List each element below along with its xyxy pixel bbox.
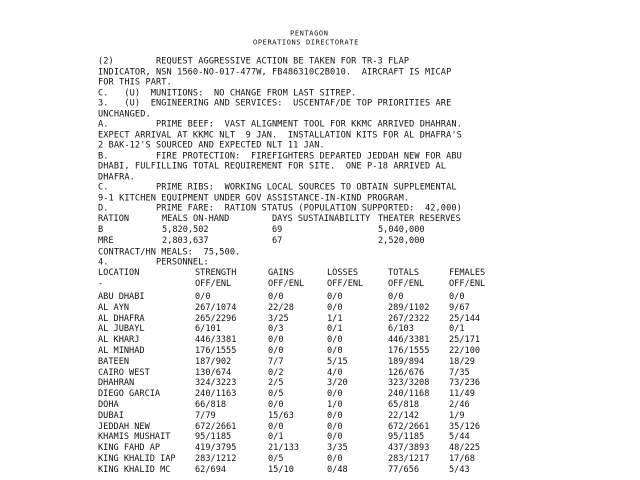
- personnel-row-cell: AL MINHAD: [98, 346, 145, 356]
- personnel-row-cell: 48/225: [449, 443, 481, 454]
- personnel-row-cell: 0/0: [268, 346, 284, 356]
- ration-row: [0, 225, 640, 235]
- personnel-row-cell: 437/3893: [388, 443, 430, 454]
- personnel-row-cell: 189/894: [388, 356, 425, 367]
- personnel-subheader-row-cell: OFF/ENL: [195, 279, 232, 289]
- personnel-header-row-cell: LOSSES: [327, 268, 359, 278]
- ration-row-cell: 67: [272, 235, 283, 246]
- body-line: C. PRIME RIBS: WORKING LOCAL SOURCES TO OBTAIN SUPPLEMENTAL: [98, 182, 457, 193]
- personnel-row-cell: 22/100: [449, 346, 481, 356]
- personnel-row-cell: 0/1: [449, 324, 465, 335]
- personnel-title: 4. PERSONNEL:: [98, 257, 209, 268]
- personnel-row: [0, 432, 640, 442]
- personnel-row-cell: 5/44: [449, 432, 470, 443]
- personnel-row: [0, 357, 640, 367]
- ration-row-cell: 2,520,000: [378, 235, 425, 246]
- personnel-row-cell: KING KHALID IAP: [98, 454, 176, 464]
- personnel-row-cell: 130/674: [195, 367, 232, 378]
- personnel-row-cell: 0/48: [327, 464, 348, 475]
- personnel-row-cell: 323/3208: [388, 378, 430, 389]
- personnel-row: [0, 314, 640, 324]
- personnel-row-cell: 0/0: [268, 421, 284, 432]
- body-line: INDICATOR, NSN 1560-NO-017-477W, FB486310C2B010. AIRCRAFT IS MICAP: [98, 66, 452, 77]
- personnel-row-cell: 265/2296: [195, 313, 237, 324]
- body-line: FOR THIS PART.: [98, 77, 172, 88]
- personnel-row-cell: 2/5: [268, 378, 284, 389]
- personnel-row-cell: 73/236: [449, 378, 481, 389]
- personnel-row-cell: 77/656: [388, 464, 420, 475]
- personnel-row-cell: 176/1555: [388, 346, 430, 356]
- personnel-row-cell: 1/1: [327, 313, 343, 324]
- personnel-row-cell: KING KHALID MC: [98, 464, 171, 475]
- personnel-row-cell: 283/1217: [388, 454, 430, 464]
- ration-header-row-cell: RATION: [98, 214, 130, 224]
- personnel-row-cell: 0/0: [449, 292, 465, 302]
- body-line: EXPECT ARRIVAL AT KKMC NLT 9 JAN. INSTALLATION KITS FOR AL DHAFRA'S: [98, 129, 462, 140]
- personnel-header-row-cell: GAINS: [268, 268, 294, 278]
- personnel-row-cell: 95/1185: [195, 432, 232, 443]
- personnel-subheader-row-cell: -: [98, 279, 104, 289]
- personnel-row-cell: 15/63: [268, 410, 294, 421]
- personnel-row-cell: DUBAI: [98, 410, 124, 421]
- ration-header-row-cell: MEALS ON-HAND: [162, 214, 230, 224]
- personnel-row-cell: 0/0: [327, 335, 343, 346]
- personnel-row-cell: AL JUBAYL: [98, 324, 145, 335]
- personnel-row-cell: 240/1168: [388, 389, 430, 400]
- personnel-row-cell: 0/0: [195, 292, 211, 302]
- personnel-row-cell: 672/2661: [388, 421, 430, 432]
- personnel-row-cell: 0/5: [268, 389, 284, 400]
- personnel-row-cell: BATEEN: [98, 356, 130, 367]
- personnel-row: [0, 465, 640, 475]
- personnel-row-cell: AL KHARJ: [98, 335, 140, 346]
- personnel-row-cell: 0/5: [268, 454, 284, 464]
- personnel-row-cell: KING FAHD AP: [98, 443, 161, 454]
- personnel-row-cell: 0/0: [327, 302, 343, 313]
- personnel-row-cell: 0/0: [268, 292, 284, 302]
- personnel-row: [0, 346, 640, 356]
- body-line: A. PRIME BEEF: VAST ALIGNMENT TOOL FOR KKMC ARRIVED DHAHRAN.: [98, 119, 462, 130]
- personnel-row-cell: 6/103: [388, 324, 414, 335]
- body-line: 9-1 KITCHEN EQUIPMENT UNDER GOV ASSISTANCE-IN-KIND PROGRAM.: [98, 192, 410, 203]
- personnel-row: [0, 400, 640, 410]
- personnel-row-cell: DIEGO GARCIA: [98, 389, 161, 400]
- personnel-row-cell: 0/0: [327, 432, 343, 443]
- personnel-row-cell: 267/2322: [388, 313, 430, 324]
- personnel-row-cell: KHAMIS MUSHAIT: [98, 432, 171, 443]
- ration-row-cell: 5,820,502: [162, 225, 209, 235]
- body-line: B. FIRE PROTECTION: FIREFIGHTERS DEPARTED JEDDAH NEW FOR ABU: [98, 150, 462, 161]
- personnel-row-cell: 5/43: [449, 464, 470, 475]
- ration-row: [0, 236, 640, 246]
- body-line: C. (U) MUNITIONS: NO CHANGE FROM LAST SITREP.: [98, 87, 357, 98]
- personnel-header-row-cell: STRENGTH: [195, 268, 237, 278]
- personnel-row-cell: DHAHRAN: [98, 378, 135, 389]
- personnel-row-cell: CAIRO WEST: [98, 367, 150, 378]
- personnel-row-cell: 2/46: [449, 400, 470, 410]
- personnel-row: [0, 443, 640, 453]
- personnel-row: [0, 378, 640, 388]
- personnel-row-cell: 62/694: [195, 464, 227, 475]
- personnel-row-cell: 0/1: [327, 324, 343, 335]
- personnel-row-cell: 0/0: [327, 389, 343, 400]
- personnel-row-cell: 446/3381: [388, 335, 430, 346]
- body-line: 2 BAK-12'S SOURCED AND EXPECTED NLT 11 JAN.: [98, 140, 325, 151]
- personnel-row-cell: 66/818: [195, 400, 227, 410]
- body-line: 3. (U) ENGINEERING AND SERVICES: USCENTAF/DE TOP PRIORITIES ARE: [98, 98, 452, 109]
- personnel-row-cell: 0/0: [388, 292, 404, 302]
- personnel-row: [0, 303, 640, 313]
- personnel-row-cell: 9/67: [449, 302, 470, 313]
- personnel-row-cell: 3/35: [327, 443, 348, 454]
- personnel-row: [0, 292, 640, 302]
- personnel-row-cell: 240/1163: [195, 389, 237, 400]
- personnel-row-cell: 7/7: [268, 356, 284, 367]
- ration-header-row: [0, 214, 640, 224]
- personnel-row: [0, 411, 640, 421]
- personnel-row-cell: 176/1555: [195, 346, 237, 356]
- personnel-row-cell: 95/1185: [388, 432, 425, 443]
- personnel-row-cell: 25/171: [449, 335, 481, 346]
- personnel-row-cell: 65/818: [388, 400, 420, 410]
- personnel-header-row-cell: TOTALS: [388, 268, 420, 278]
- personnel-row-cell: 4/0: [327, 367, 343, 378]
- personnel-row-cell: 0/0: [327, 410, 343, 421]
- ration-row-cell: 5,040,000: [378, 225, 425, 235]
- personnel-row-cell: JEDDAH NEW: [98, 421, 150, 432]
- personnel-header-row-cell: FEMALES: [449, 268, 486, 278]
- personnel-row-cell: 22/28: [268, 302, 294, 313]
- personnel-row: [0, 389, 640, 399]
- personnel-row: [0, 422, 640, 432]
- ration-row-cell: 2,803,637: [162, 235, 209, 246]
- personnel-row-cell: 35/126: [449, 421, 481, 432]
- body-line: DHABI, FULFILLING TOTAL REQUIREMENT FOR SITE. ONE P-18 ARRIVED AL: [98, 161, 447, 172]
- personnel-subheader-row-cell: OFF/ENL: [388, 279, 425, 289]
- personnel-row-cell: AL AYN: [98, 302, 130, 313]
- personnel-row-cell: 283/1212: [195, 454, 237, 464]
- ration-row-cell: B: [98, 225, 104, 235]
- personnel-row-cell: 15/10: [268, 464, 294, 475]
- personnel-row-cell: 0/0: [268, 400, 284, 410]
- ration-header-row-cell: THEATER RESERVES: [378, 214, 461, 224]
- personnel-row-cell: 25/144: [449, 313, 481, 324]
- personnel-row-cell: 1/9: [449, 410, 465, 421]
- personnel-row-cell: 18/29: [449, 356, 475, 367]
- personnel-header-row: [0, 268, 640, 278]
- personnel-row-cell: 324/3223: [195, 378, 237, 389]
- personnel-row-cell: 0/3: [268, 324, 284, 335]
- personnel-row-cell: 0/0: [327, 292, 343, 302]
- body-line: DHAFRA.: [98, 171, 135, 182]
- personnel-row-cell: 289/1102: [388, 302, 430, 313]
- personnel-subheader-row: [0, 279, 640, 289]
- header-line-2: OPERATIONS DIRECTORATE: [253, 38, 359, 47]
- personnel-row-cell: 126/676: [388, 367, 425, 378]
- personnel-row-cell: 7/79: [195, 410, 216, 421]
- personnel-row-cell: 267/1074: [195, 302, 237, 313]
- personnel-row-cell: DOHA: [98, 400, 119, 410]
- personnel-row-cell: 0/1: [268, 432, 284, 443]
- ration-row-cell: MRE: [98, 235, 114, 246]
- personnel-row-cell: ABU DHABI: [98, 292, 145, 302]
- personnel-row-cell: 419/3795: [195, 443, 237, 454]
- personnel-subheader-row-cell: OFF/ENL: [327, 279, 364, 289]
- personnel-row-cell: 22/142: [388, 410, 420, 421]
- personnel-row-cell: 0/0: [327, 346, 343, 356]
- personnel-row-cell: 187/902: [195, 356, 232, 367]
- personnel-row-cell: 17/68: [449, 454, 475, 464]
- personnel-subheader-row-cell: OFF/ENL: [449, 279, 486, 289]
- personnel-row-cell: 11/49: [449, 389, 475, 400]
- personnel-row-cell: 6/101: [195, 324, 221, 335]
- body-line: D. PRIME FARE: RATION STATUS (POPULATION SUPPORTED: 42,000): [98, 203, 462, 214]
- personnel-subheader-row-cell: OFF/ENL: [268, 279, 305, 289]
- ration-row-cell: 69: [272, 225, 283, 235]
- personnel-row-cell: 0/0: [268, 335, 284, 346]
- personnel-row-cell: 0/2: [268, 367, 284, 378]
- contract-meals: CONTRACT/HN MEALS: 75,500.: [98, 247, 241, 258]
- personnel-row-cell: 5/15: [327, 356, 348, 367]
- personnel-row: [0, 324, 640, 334]
- personnel-row-cell: 1/0: [327, 400, 343, 410]
- personnel-row-cell: 7/35: [449, 367, 470, 378]
- personnel-row: [0, 454, 640, 464]
- header-line-1: PENTAGON: [290, 29, 329, 38]
- body-line: (2) REQUEST AGGRESSIVE ACTION BE TAKEN FOR TR-3 FLAP: [98, 56, 410, 67]
- ration-header-row-cell: DAYS SUSTAINABILITY: [272, 214, 371, 224]
- personnel-row-cell: 446/3381: [195, 335, 237, 346]
- personnel-row: [0, 335, 640, 345]
- personnel-row-cell: 0/0: [327, 421, 343, 432]
- personnel-row-cell: 3/25: [268, 313, 289, 324]
- personnel-row-cell: 0/0: [327, 454, 343, 464]
- personnel-row-cell: 21/133: [268, 443, 300, 454]
- personnel-header-row-cell: LOCATION: [98, 268, 140, 278]
- personnel-row-cell: 672/2661: [195, 421, 237, 432]
- personnel-row-cell: AL DHAFRA: [98, 313, 145, 324]
- body-line: UNCHANGED.: [98, 108, 151, 119]
- personnel-row-cell: 3/20: [327, 378, 348, 389]
- personnel-row: [0, 368, 640, 378]
